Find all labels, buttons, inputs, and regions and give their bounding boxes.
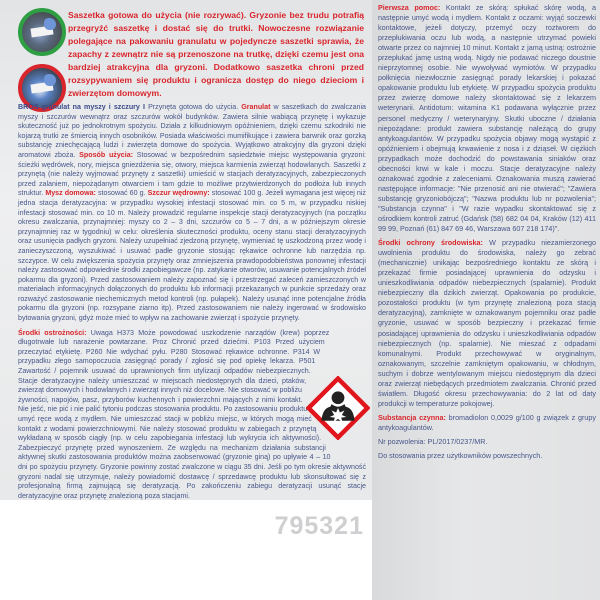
- usage-text: Stosować w bezpośrednim sąsiedztwie miejsc występowania gryzoni: ścieżki wędrówek, nory, miejsca gniezdżenia się, otwory, miejsca karmienia zwierząt hodowlanych. Saszetki z przynętą (nie należy wyjmować przynęty z saszetki) umieścić w stacjach deratyzacyjnych, zabezpieczonych przed zalaniem, niepożądanym otwarciem i tam gdzie to możliwe przytwierdzonych do podłoża lub innych struktur.: [18, 150, 366, 198]
- environment-text: W przypadku niezamierzonego uwolnienia produktu do środowiska, należy go zebrać (mechanicznie) unikając bezpośredniego kontaktu ze skórą i przekazać firmie posiadającej uprawnienia do odzysku i unieszkodliwiania odpadów niebezpiecznych (spalarnie). Produkt niebezpieczny dla dzikich zwierząt. Opakowania po produkcie, pozostałości produktu (w tym przynętę znalezioną poza stacją deratyzacyjną), zamknięte w oznakowanym pojemniku oraz padłe gryzonie, usuwać w sposób bezpieczny i przekazać firmie posiadającej uprawnienia do odzysku i unieszkodliwiania odpadów niebezpiecznych (np. spalarnie). Nie mieszać z odpadami komunalnymi. Produkt przechowywać w oryginalnym, oznakowanym, szczelnie zamkniętym opakowaniu, w chłodnym, suchym i dobrze wentylowanym miejscu niedostępnym dla dzieci oraz zwierząt niebędących przedmiotem zwalczania. Chronić przed światłem. Długość okresu przechowywania: do 2 lat od daty produkcji w temperaturze pokojowej.: [378, 238, 597, 408]
- precautions-label: Środki ostrożności:: [18, 328, 87, 337]
- environment-label: Środki ochrony środowiska:: [378, 238, 483, 248]
- granulat-label: Granulat: [241, 103, 271, 111]
- product-name: BROS granulat na myszy i szczury: [18, 103, 140, 111]
- health-hazard-icon: [306, 376, 370, 440]
- first-aid-section: [378, 3, 596, 234]
- right-column: [378, 3, 596, 465]
- precautions-text: Uwaga H373 Może powodować uszkodzenie narządów (krew) poprzez długotrwałe lub narażenie powtarzane. Proz Chronić przed dziećmi. P103 Przed użyciem przeczytać etykietę. P260 Nie wdychać pyłu. P280 Stosować rękawice ochronne. P314 W przypadku złego samopoczucia zasięgnąć porady / zgłosić się pod opiekę lekarza. P501 Zawartość / pojemnik usuwać do uprawnionych firm utylizacji odpadów niebezpiecznych. Stacje deratyzacyjne należy umieszczać w miejscach niedostępnych dla dzieci, ptaków, zwierząt domowych i hodowlanych i zwierząt innych niż docelowe. Nie stosować w pobliżu żywności, napojów, pasz, przyborów kuchennych i powierzchni mających z nimi kontakt. Nie jeść, nie pić i nie palić tytoniu podczas stosowania produktu. Po zastosowaniu produktu umyć ręce wodą z mydłem. Nie umieszczać stacji w pobliżu miejsc, w których mogą mieć kontakt z wodami powierzchniowymi. Nie należy stosować produktu w zabiegach z przynętą wykładaną w sposób ciągły (np. w celu zapobiegania infestacji lub wykrycia ich aktywności). Zabezpieczyć przynętę przed wynoszeniem. Ze względu na mechanizm działania substancji aktywnej skutki zastosowania produktów można zaobserwować (gryzonie giną) po upływie 4 – 10 dni po spożyciu przynęty. Gryzonie powinny zostać zwalczone w ciągu 35 dni. Jeśli po tym okresie aktywność gryzoni nadal się utrzymuje, należy powiadomić dostawcę / sprzedawcę produktu lub skonsultować się z profesjonalną firmą zajmującą się deratyzacją. Po zakończeniu zabiegu deratyzacji usunąć stacje deratyzacyjne oraz przynętę znalezioną poza stacjami.: [18, 328, 366, 500]
- product-code: 795321: [274, 512, 364, 540]
- sachet-correct-icon: [18, 8, 66, 56]
- first-aid-text: Kontakt ze skórą: spłukać skórę wodą, a następnie umyć wodą i mydłem. Kontakt z oczami: wyjąć soczewki kontaktowe, jeżeli dotyczy, przemyć oczy roztworem do przepłukiwania oczu lub wodą, a następnie utrzymać powieki otwarte przez co najmniej 10 minut. Kontakt z jamą ustną: ostrożnie przepłukać jamę ustną wodą. Nigdy nie podawać niczego doustnie nieprzytomnej osobie. Nie wywoływać wymiotów. W przypadku połknięcia niezwłocznie zasięgnąć porady lekarskiej i pokazać opakowanie produktu lub etykietę. W przypadku spożycia produktu przez zwierzę domowe należy skontaktować się z lekarzem weterynarii. Antidotum: witamina K1 podawana wyłącznie przez personel medyczny / weterynaryjny. Skutki uboczne / działania niepożądane: produkt zawiera substancję należącą do grupy antykoagulantów. W przypadku spożycia objawy mogą wystąpić z opóźnieniem i obejmują krwawienie z nosa i z dziąseł. W ciężkich przypadkach może dochodzić do powstawania siniaków oraz obecności krwi w kale i moczu. Stacje deratyzacyjne należy oznakować zgodnie z zaleceniami. Oznakowania muszą zawierać następujące informacje: "Nie przenosić ani nie otwierać"; "Zawiera substancję gryzoniobójczą"; "Nazwa produktu lub nr pozwolenia"; "Substancja czynna" i "W razie wypadku skontaktować się z ośrodkiem kontroli zatruć (Gdańsk (58) 682 04 04, Kraków (12) 411 99 99, Poznań (61) 847 69 46, Warszawa 607 218 174)".: [378, 3, 596, 234]
- first-aid-label: Pierwsza pomoc:: [378, 3, 441, 12]
- product-description-text: w saszetkach do zwalczania myszy i szczurów wewnątrz oraz szczurów wokół budynków. Zawiera silnie wabiącą przynętę i wykazuje skuteczność już po jednokrotnym spożyciu. Działa z kilkudniowym opóźnieniem, dzięki czemu szkodniki nie kojarzą trutki ze śmiercią innych osobników. Posiada właściwości mumifikujące i zawiera barwnik oraz gorzką substancję zniechęcającą ludzi i zwierzęta domowe do spożycia. Wyjątkowo atrakcyjny dla gryzoni dzięki aromatowi zboża.: [18, 103, 366, 159]
- active-substance-text: bromadiolon 0,0029 g/100 g związek z grupy antykoagulantów.: [378, 412, 596, 432]
- description-paragraph: [18, 103, 366, 324]
- audience-note: Do stosowania przez użytkowników powszechnych.: [378, 451, 543, 461]
- usage-label: Sposób użycia:: [79, 150, 133, 159]
- product-description: [18, 103, 366, 506]
- environment-section: [378, 238, 596, 409]
- intro-text: Saszetka gotowa do użycia (nie rozrywać). Gryzonie bez trudu potrafią przegryźć saszetkę i dostać się do trutki. Nowoczesne rozwiązanie polegające na pakowaniu granulatu w pojedyncze saszetki sprawia, że zapachy z zewnątrz nie są przenoszone na trutkę, dzięki czemu jest ona bardziej atrakcyjna dla gryzoni. Dodatkowo saszetka chroni przed rozsypywaniem się produktu i ogranicza dostęp do niego dzieciom i zwierzętom domowym.: [68, 10, 364, 98]
- glove-shape: [44, 18, 56, 30]
- mouse-label: Mysz domowa:: [45, 189, 96, 198]
- active-substance-section: [378, 413, 596, 433]
- separator: I: [142, 103, 145, 111]
- product-lead: Przynęta gotowa do użycia.: [148, 103, 239, 111]
- rat-label: Szczur wędrowny:: [147, 189, 210, 198]
- glove-shape: [44, 74, 56, 86]
- mouse-dose: stosować 60 g.: [98, 189, 146, 198]
- rat-text: stosować 100 g. Jeżeli wymagana jest więcej niż jedna stacja deratyzacyjna: w przypadku wysokiej infestacji stosować min. co 5 m, w przypadku niskiej infestacji stosować min. co 10 m. Należy prowadzić regularne inspekcje stacji deratyzacyjnych (na początku okresu zwalczania, przynajmniej: myszy co 2 – 3 dni, szczurów co 5 – 7 dni, a w późniejszym okresie przynajmniej raz w tygodniu) w celu: określenia skuteczności produktu, oceny stanu stacji deratyzacyjnych oraz usunięcia padłych gryzoni. Należy uzupełniać zjedzoną przynętę, wymieniać tę uszkodzoną przez wodę i zanieczyszczoną, wyszukiwać i usuwać padłe gryzonie stosując rękawice ochronne lub narzędzia np. szczypce. W celu zwiększenia spożycia przynęty oraz zmniejszenia prawdopodobieństwa ponownej infestacji należy zastosować odpowiednie środki zapobiegawcze (np. zatykanie otworów, usuwanie potencjalnych źródeł pokarmu dla gryzoni). Przed zastosowaniem należy zapoznać się i przestrzegać zaleceń zamieszczonych w materiałach informacyjnych dołączonych do produktu lub informacji przekazanych w punkcie sprzedaży oraz rozważyć zastosowanie niechemicznych metod kontroli (np. pułapek). Należy usunąć inne potencjalne źródła pokarmu dla gryzoni (np. rozsypane ziarno itp). Przed zastosowaniem nie należy ingerować w środowisko bytowania gryzoni, gdyż może mieć to wpływ na zachowanie zwierząt i spożycie przynęty.: [18, 189, 366, 323]
- active-substance-label: Substancja czynna:: [378, 412, 446, 422]
- permit-number: Nr pozwolenia: PL/2017/0237/MR.: [378, 436, 488, 446]
